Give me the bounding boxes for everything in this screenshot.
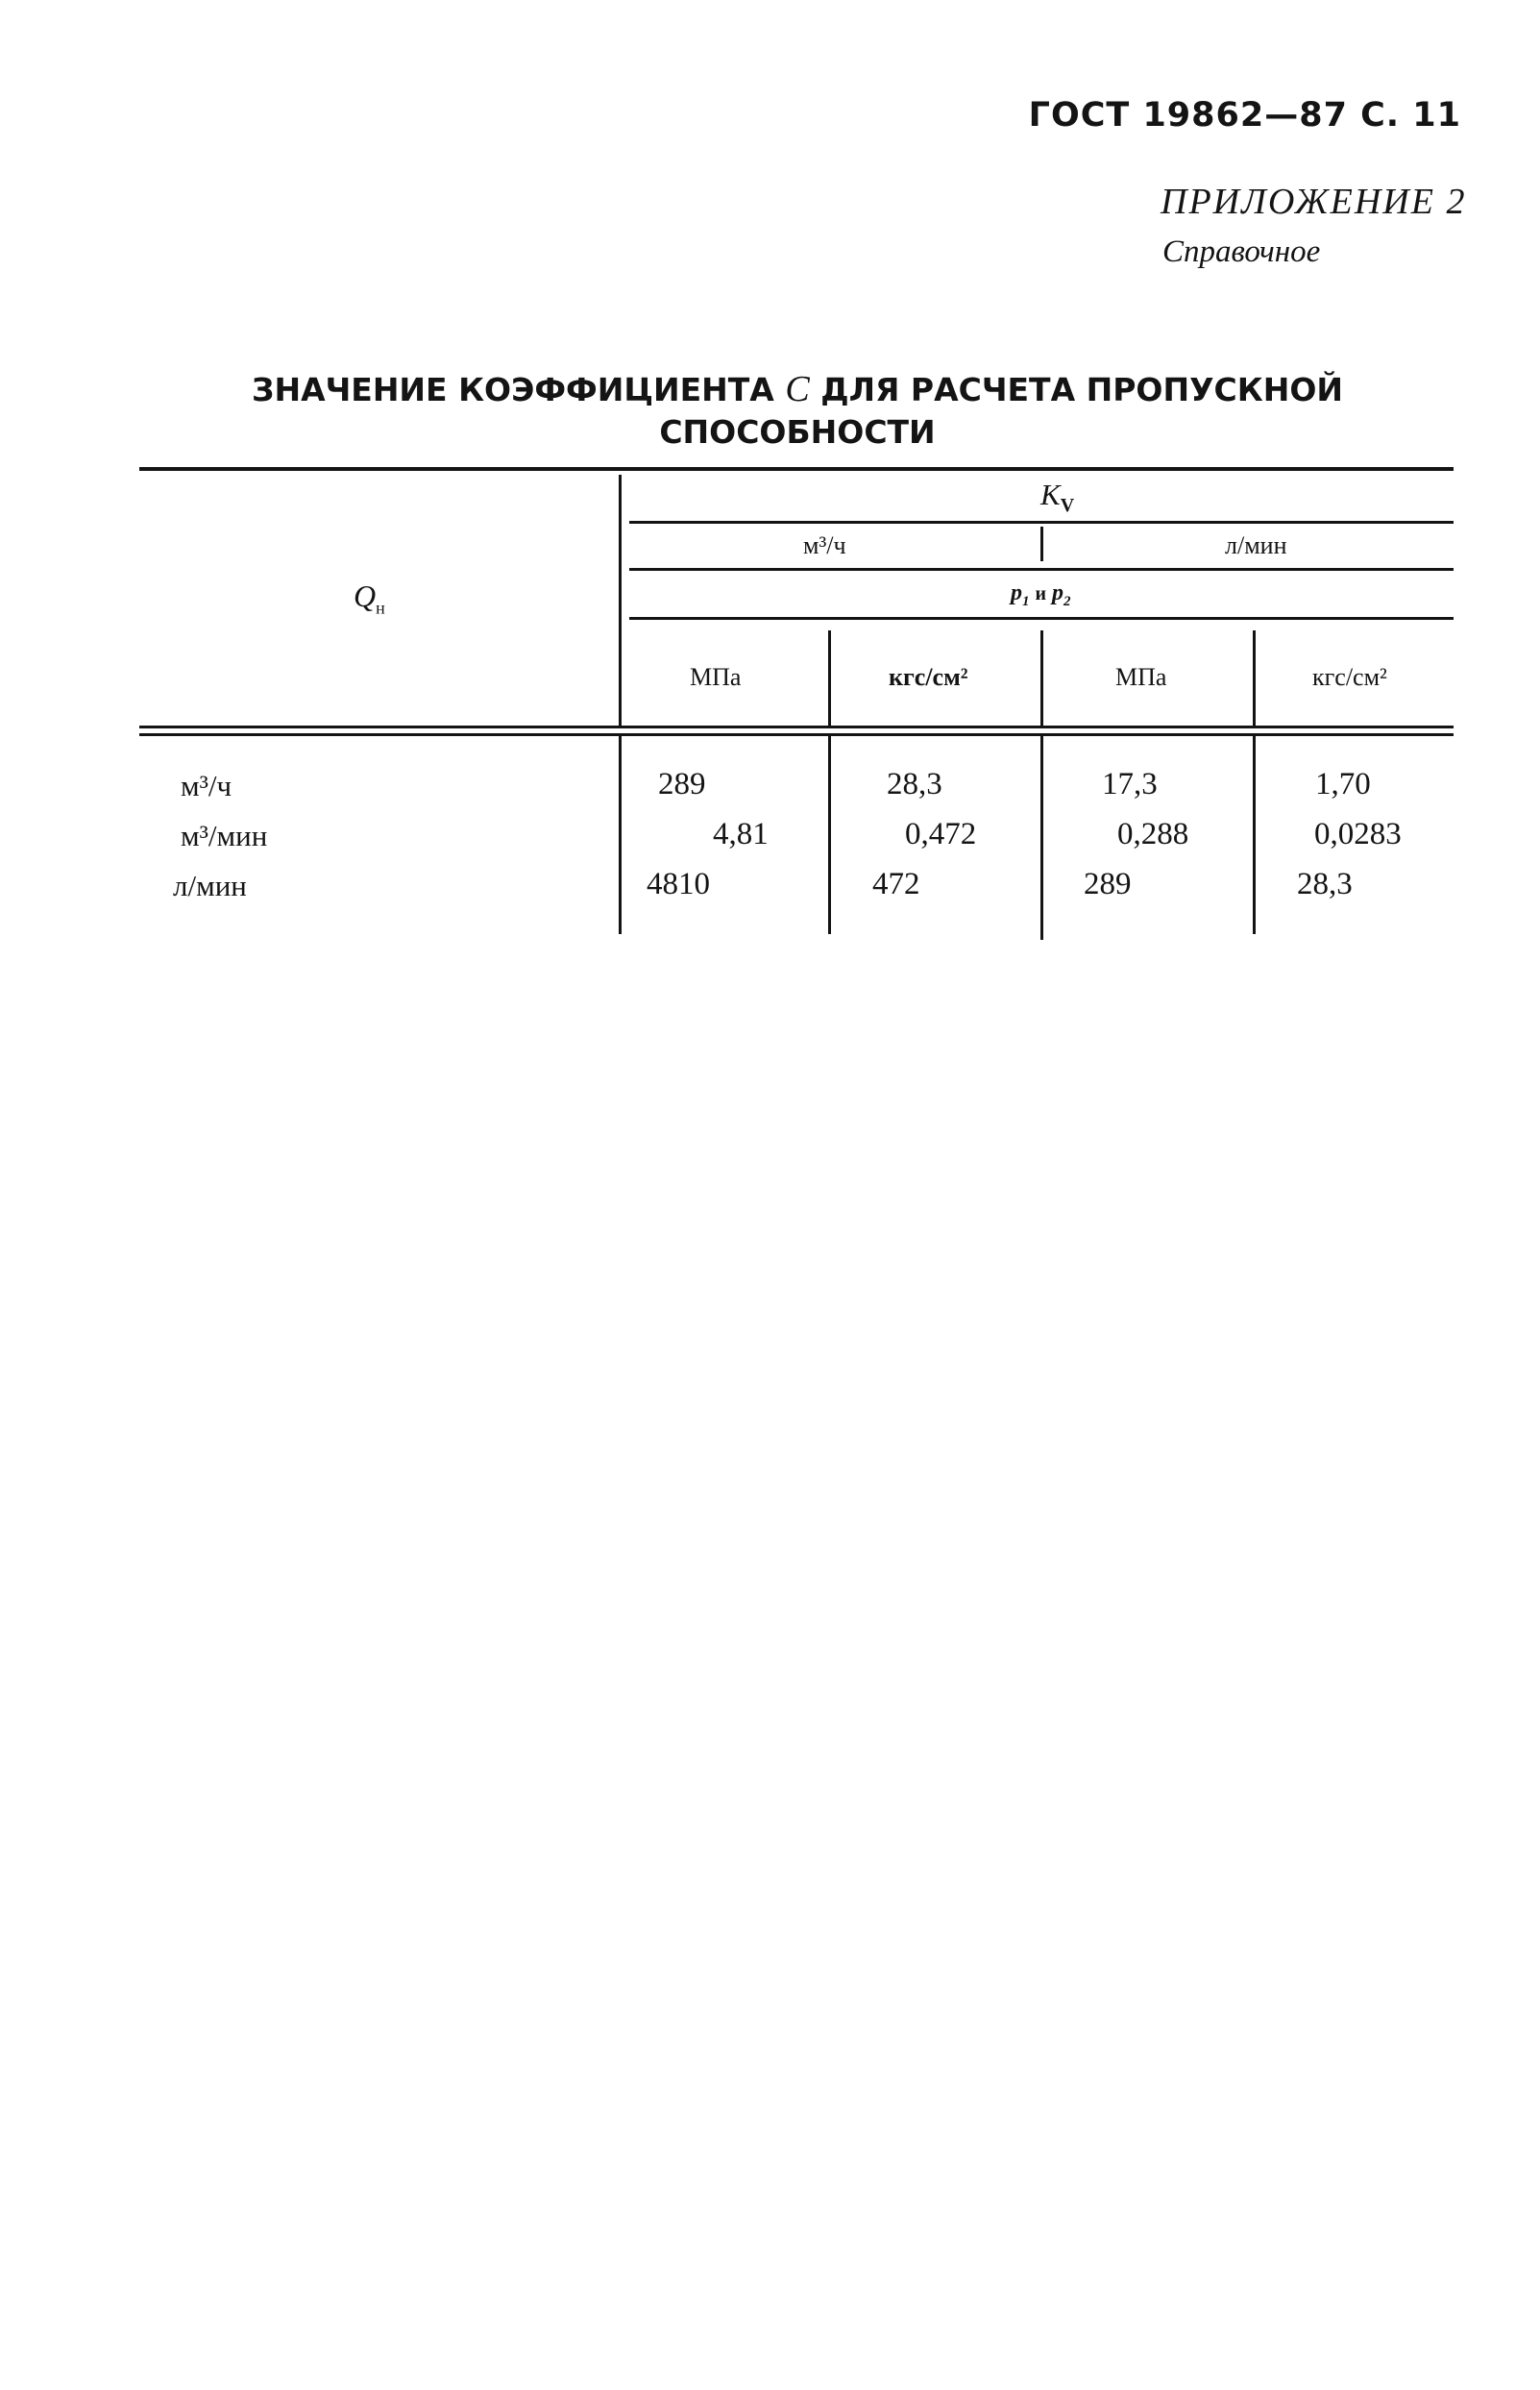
appendix-subtitle: Справочное (1162, 234, 1321, 269)
table-top-rule (139, 467, 1454, 471)
pressure-unit-kgf-2: кгс/см² (1312, 663, 1387, 691)
cell-r3-c4: 28,3 (1297, 867, 1353, 901)
col-divider-2 (1040, 630, 1043, 728)
cell-r2-c2: 0,472 (905, 817, 977, 851)
table-title (144, 368, 1451, 454)
kv-underline-rule (629, 521, 1454, 524)
col-divider-1 (828, 630, 831, 728)
table-title-part1: ЗНАЧЕНИЕ КОЭФФИЦИЕНТА (252, 371, 774, 408)
stub-divider-line-body (619, 736, 622, 934)
col-divider-1-body (828, 736, 831, 934)
page-header-doc-ref: ГОСТ 19862—87 С. 11 (1028, 96, 1461, 135)
cell-r2-c1: 4,81 (713, 817, 769, 851)
stub-divider-line (619, 475, 622, 728)
cell-r3-c2: 472 (872, 867, 920, 901)
cell-r1-c2: 28,3 (887, 767, 942, 801)
cell-r1-c3: 17,3 (1102, 767, 1158, 801)
unit-underline-rule (629, 568, 1454, 571)
row-unit-m3min: м³/мин (181, 819, 268, 852)
pressure-unit-mpa-1: МПа (690, 663, 742, 691)
pressure-unit-mpa-2: МПа (1115, 663, 1167, 691)
header-bottom-rule-1 (139, 726, 1454, 728)
cell-r3-c3: 289 (1084, 867, 1132, 901)
cell-r1-c4: 1,70 (1315, 767, 1371, 801)
col-divider-3 (1253, 630, 1256, 728)
table-title-part2: ДЛЯ РАСЧЕТА ПРОПУСКНОЙ (820, 371, 1343, 408)
row-unit-lmin: л/мин (173, 869, 247, 902)
unit-group-divider (1040, 527, 1043, 561)
pressure-underline-rule (629, 617, 1454, 620)
table-title-line2: СПОСОБНОСТИ (659, 413, 936, 451)
pressure-header: $p_1$ и $p_2$ (1011, 580, 1071, 609)
row-unit-m3h: м³/ч (181, 769, 232, 802)
col-divider-2-body (1040, 736, 1043, 940)
cell-r2-c3: 0,288 (1117, 817, 1189, 851)
stub-header-qn: $Q_н$ (354, 579, 385, 618)
appendix-label: ПРИЛОЖЕНИЕ 2 (1161, 182, 1467, 222)
table-title-symbol: C (785, 369, 810, 409)
col-divider-3-body (1253, 736, 1256, 934)
pressure-unit-kgf-1: кгс/см² (889, 663, 968, 691)
header-bottom-rule-2 (139, 733, 1454, 736)
kv-header: $K_V$ (1040, 478, 1075, 517)
cell-r1-c1: 289 (658, 767, 706, 801)
cell-r2-c4: 0,0283 (1314, 817, 1402, 851)
cell-r3-c1: 4810 (647, 867, 710, 901)
unit-group-m3h: м³/ч (803, 531, 846, 559)
unit-group-lmin: л/мин (1225, 531, 1287, 559)
